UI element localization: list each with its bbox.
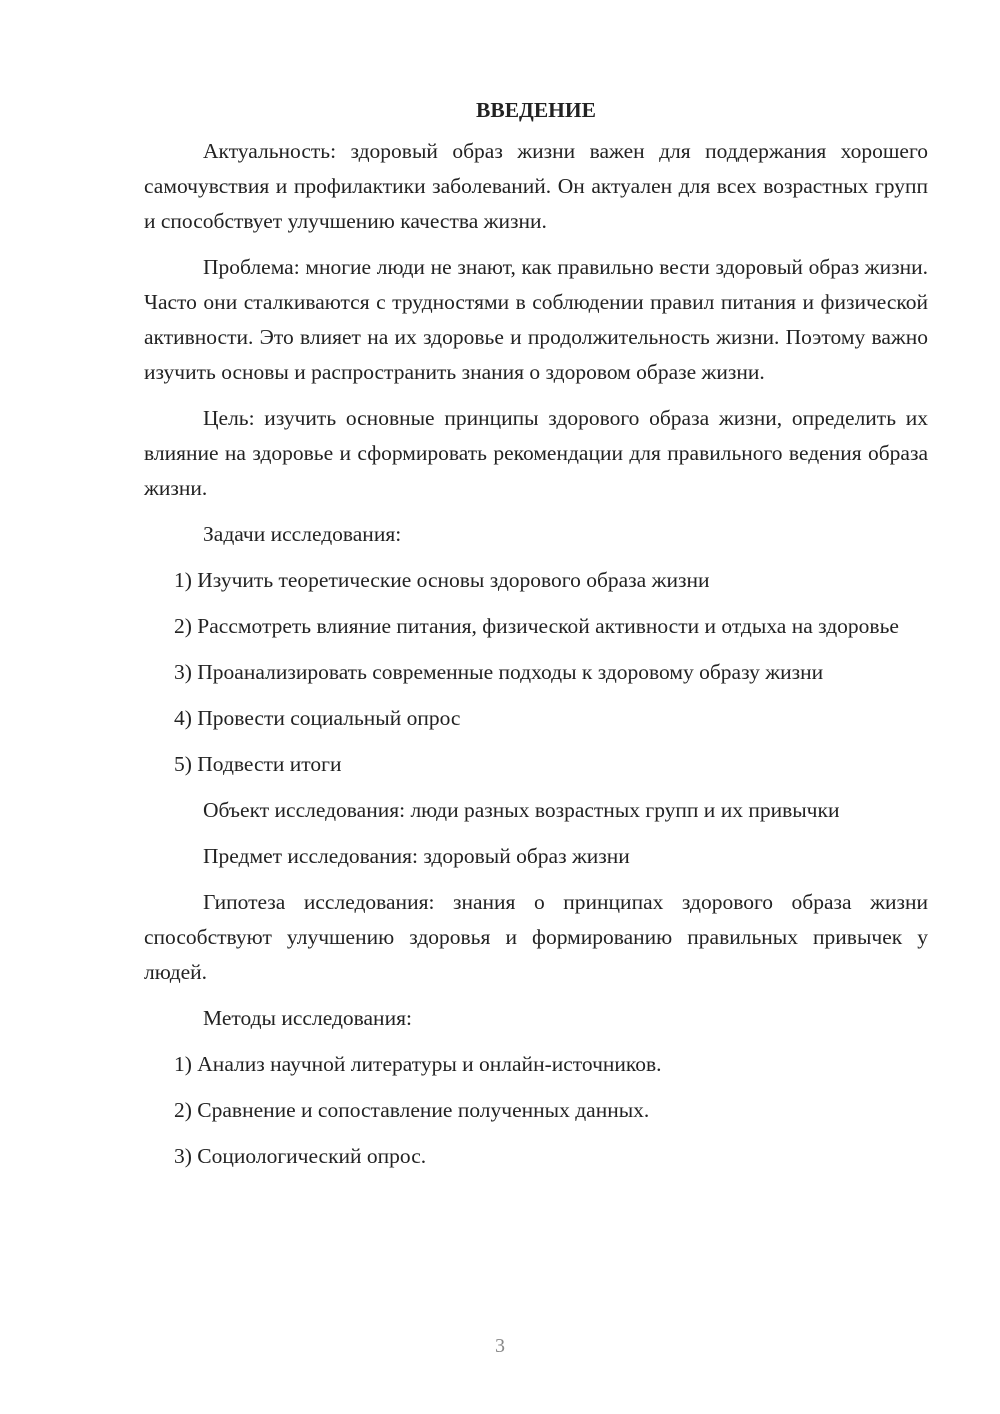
task-item: 4) Провести социальный опрос xyxy=(174,706,461,730)
subject-paragraph: Предмет исследования: здоровый образ жизни xyxy=(203,844,630,868)
tasks-title: Задачи исследования: xyxy=(203,522,402,546)
hypothesis-paragraph: Гипотеза исследования: знания о принципах здорового образа жизни способствуют улучшению здоровья и формированию правильных привычек у людей. xyxy=(144,890,928,984)
method-item: 3) Социологический опрос. xyxy=(174,1144,427,1168)
task-item: 2) Рассмотреть влияние питания, физической активности и отдыха на здоровье xyxy=(174,614,899,638)
page-number: 3 xyxy=(495,1335,505,1357)
method-item: 1) Анализ научной литературы и онлайн-источников. xyxy=(174,1052,662,1076)
object-paragraph: Объект исследования: люди разных возрастных групп и их привычки xyxy=(203,798,840,822)
goal-paragraph: Цель: изучить основные принципы здорового образа жизни, определить их влияние на здоровье и сформировать рекомендации для правильного ведения образа жизни. xyxy=(144,406,928,500)
task-item: 1) Изучить теоретические основы здорового образа жизни xyxy=(174,568,710,592)
method-item: 2) Сравнение и сопоставление полученных данных. xyxy=(174,1098,650,1122)
problem-paragraph: Проблема: многие люди не знают, как правильно вести здоровый образ жизни. Часто они сталкиваются с трудностями в соблюдении правил питания и физической активности. Это влияет на их здоровье и продолжительность жизни. Поэтому важно изучить основы и распространить знания о здоровом образе жизни. xyxy=(144,255,928,384)
methods-title: Методы исследования: xyxy=(203,1006,412,1030)
task-item: 3) Проанализировать современные подходы к здоровому образу жизни xyxy=(174,660,824,684)
page-content xyxy=(144,92,928,1185)
page-title: ВВЕДЕНИЕ xyxy=(476,98,596,122)
relevance-paragraph: Актуальность: здоровый образ жизни важен для поддержания хорошего самочувствия и профилактики заболеваний. Он актуален для всех возрастных групп и способствует улучшению качества жизни. xyxy=(144,139,928,233)
task-item: 5) Подвести итоги xyxy=(174,752,342,776)
